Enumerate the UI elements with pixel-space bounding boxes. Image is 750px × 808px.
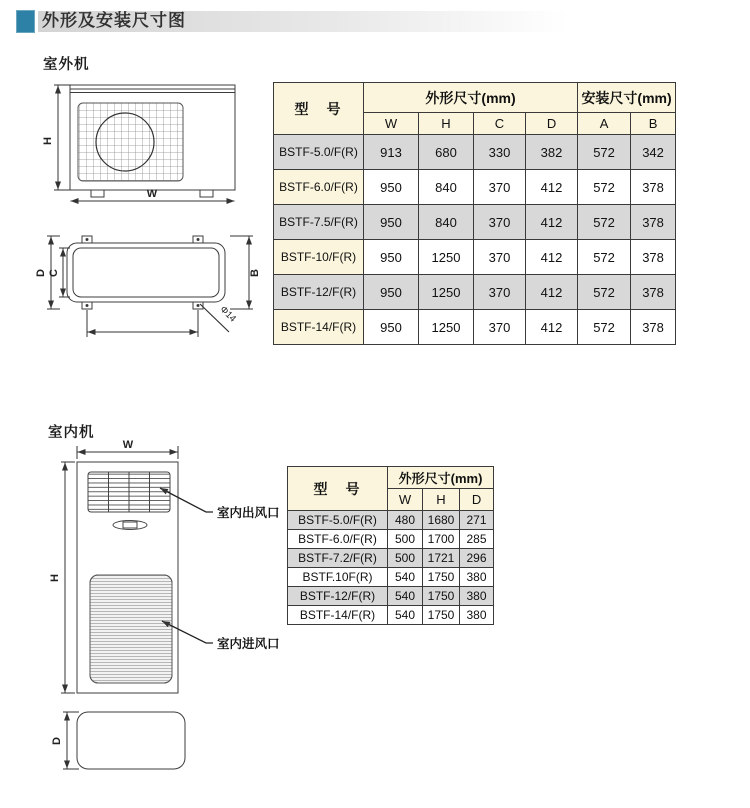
table-row bbox=[288, 511, 494, 530]
outdoor-front-view bbox=[70, 85, 235, 197]
value-cell: 412 bbox=[526, 240, 578, 275]
table-row bbox=[288, 606, 494, 625]
table-row bbox=[288, 587, 494, 606]
install-dims-header: 安装尺寸(mm) bbox=[578, 83, 676, 113]
value-cell: 370 bbox=[474, 170, 526, 205]
value-cell: 840 bbox=[419, 205, 474, 240]
indoor-section-label: 室内机 bbox=[48, 425, 95, 441]
value-cell: 378 bbox=[631, 205, 676, 240]
table-row bbox=[274, 205, 676, 240]
value-cell: 1750 bbox=[423, 606, 460, 625]
value-cell: 378 bbox=[631, 170, 676, 205]
value-cell: 1700 bbox=[423, 530, 460, 549]
value-cell: 378 bbox=[631, 310, 676, 345]
model-cell: BSTF-10/F(R) bbox=[274, 240, 364, 275]
value-cell: 950 bbox=[364, 240, 419, 275]
value-cell: 1250 bbox=[419, 310, 474, 345]
table-row bbox=[274, 135, 676, 170]
value-cell: 1250 bbox=[419, 240, 474, 275]
indoor-unit-drawing bbox=[30, 435, 310, 808]
model-cell: BSTF-6.0/F(R) bbox=[274, 170, 364, 205]
col-header-a: A bbox=[578, 113, 631, 135]
value-cell: 370 bbox=[474, 205, 526, 240]
value-cell: 1250 bbox=[419, 275, 474, 310]
value-cell: 412 bbox=[526, 170, 578, 205]
model-cell: BSTF-14/F(R) bbox=[274, 310, 364, 345]
value-cell: 950 bbox=[364, 310, 419, 345]
outdoor-bottom-view bbox=[67, 236, 225, 309]
outdoor-hole-callout bbox=[200, 304, 238, 332]
value-cell: 412 bbox=[526, 310, 578, 345]
outdoor-bottom-d-dim-label: D bbox=[35, 269, 47, 277]
value-cell: 1721 bbox=[423, 549, 460, 568]
value-cell: 540 bbox=[388, 568, 423, 587]
col-header-c: C bbox=[474, 113, 526, 135]
model-cell: BSTF-7.2/F(R) bbox=[288, 549, 388, 568]
value-cell: 950 bbox=[364, 170, 419, 205]
outlet-label: 室内出风口 bbox=[217, 506, 280, 520]
table-row bbox=[274, 275, 676, 310]
col-header-w: W bbox=[388, 489, 423, 511]
value-cell: 572 bbox=[578, 310, 631, 345]
value-cell: 540 bbox=[388, 606, 423, 625]
value-cell: 412 bbox=[526, 275, 578, 310]
table-row bbox=[288, 549, 494, 568]
value-cell: 840 bbox=[419, 170, 474, 205]
col-header-h: H bbox=[423, 489, 460, 511]
table-row bbox=[274, 240, 676, 275]
value-cell: 572 bbox=[578, 240, 631, 275]
value-cell: 412 bbox=[526, 205, 578, 240]
value-cell: 380 bbox=[460, 587, 494, 606]
model-cell: BSTF-6.0/F(R) bbox=[288, 530, 388, 549]
model-cell: BSTF-5.0/F(R) bbox=[288, 511, 388, 530]
value-cell: 370 bbox=[474, 275, 526, 310]
outdoor-h-dimension bbox=[54, 85, 71, 190]
model-column-header: 型 号 bbox=[288, 467, 388, 511]
indoor-h-dim-label: H bbox=[49, 574, 61, 582]
value-cell: 342 bbox=[631, 135, 676, 170]
model-cell: BSTF-12/F(R) bbox=[288, 587, 388, 606]
outdoor-a-dimension bbox=[87, 310, 198, 337]
value-cell: 380 bbox=[460, 606, 494, 625]
value-cell: 370 bbox=[474, 310, 526, 345]
table-row bbox=[274, 310, 676, 345]
value-cell: 572 bbox=[578, 275, 631, 310]
page-title: 外形及安装尺寸图 bbox=[42, 11, 186, 30]
model-cell: BSTF-5.0/F(R) bbox=[274, 135, 364, 170]
model-cell: BSTF-7.5/F(R) bbox=[274, 205, 364, 240]
value-cell: 480 bbox=[388, 511, 423, 530]
outdoor-b-dim-label: B bbox=[249, 269, 261, 277]
col-header-d: D bbox=[526, 113, 578, 135]
table-row bbox=[288, 568, 494, 587]
value-cell: 1750 bbox=[423, 587, 460, 606]
value-cell: 378 bbox=[631, 275, 676, 310]
value-cell: 572 bbox=[578, 170, 631, 205]
value-cell: 296 bbox=[460, 549, 494, 568]
col-header-d: D bbox=[460, 489, 494, 511]
indoor-w-dim-label: W bbox=[122, 439, 134, 451]
col-header-b: B bbox=[631, 113, 676, 135]
outdoor-table-header-row1 bbox=[274, 83, 676, 113]
page-title-bar bbox=[14, 10, 724, 34]
indoor-table-header-row1 bbox=[288, 467, 494, 489]
value-cell: 540 bbox=[388, 587, 423, 606]
value-cell: 500 bbox=[388, 530, 423, 549]
value-cell: 380 bbox=[460, 568, 494, 587]
model-cell: BSTF.10F(R) bbox=[288, 568, 388, 587]
col-header-w: W bbox=[364, 113, 419, 135]
value-cell: 572 bbox=[578, 205, 631, 240]
outdoor-unit-drawing bbox=[30, 75, 280, 375]
model-cell: BSTF-12/F(R) bbox=[274, 275, 364, 310]
indoor-d-dim-label: D bbox=[51, 737, 63, 745]
indoor-top-view bbox=[77, 712, 185, 769]
indoor-dimension-table bbox=[287, 466, 494, 625]
value-cell: 1680 bbox=[423, 511, 460, 530]
value-cell: 572 bbox=[578, 135, 631, 170]
outdoor-section-label: 室外机 bbox=[43, 57, 90, 73]
inlet-callout bbox=[162, 621, 280, 651]
inlet-label: 室内进风口 bbox=[217, 637, 280, 651]
value-cell: 1750 bbox=[423, 568, 460, 587]
value-cell: 913 bbox=[364, 135, 419, 170]
table-row bbox=[274, 170, 676, 205]
value-cell: 271 bbox=[460, 511, 494, 530]
indoor-front-view bbox=[77, 462, 178, 693]
outdoor-c-dim-label: C bbox=[48, 269, 60, 277]
value-cell: 680 bbox=[419, 135, 474, 170]
value-cell: 500 bbox=[388, 549, 423, 568]
value-cell: 378 bbox=[631, 240, 676, 275]
value-cell: 950 bbox=[364, 205, 419, 240]
title-accent-square bbox=[16, 10, 35, 33]
outdoor-h-dim-label: H bbox=[42, 137, 54, 145]
table-row bbox=[288, 530, 494, 549]
value-cell: 950 bbox=[364, 275, 419, 310]
indoor-h-dimension bbox=[61, 462, 75, 693]
hole-diameter-label: Φ14 bbox=[217, 303, 239, 325]
outdoor-dimension-table bbox=[273, 82, 676, 345]
outdoor-w-dim-label: W bbox=[146, 188, 158, 200]
col-header-h: H bbox=[419, 113, 474, 135]
value-cell: 370 bbox=[474, 240, 526, 275]
model-cell: BSTF-14/F(R) bbox=[288, 606, 388, 625]
outline-dims-header: 外形尺寸(mm) bbox=[388, 467, 494, 489]
value-cell: 285 bbox=[460, 530, 494, 549]
model-column-header: 型 号 bbox=[274, 83, 364, 135]
outline-dims-header: 外形尺寸(mm) bbox=[364, 83, 578, 113]
value-cell: 330 bbox=[474, 135, 526, 170]
value-cell: 382 bbox=[526, 135, 578, 170]
